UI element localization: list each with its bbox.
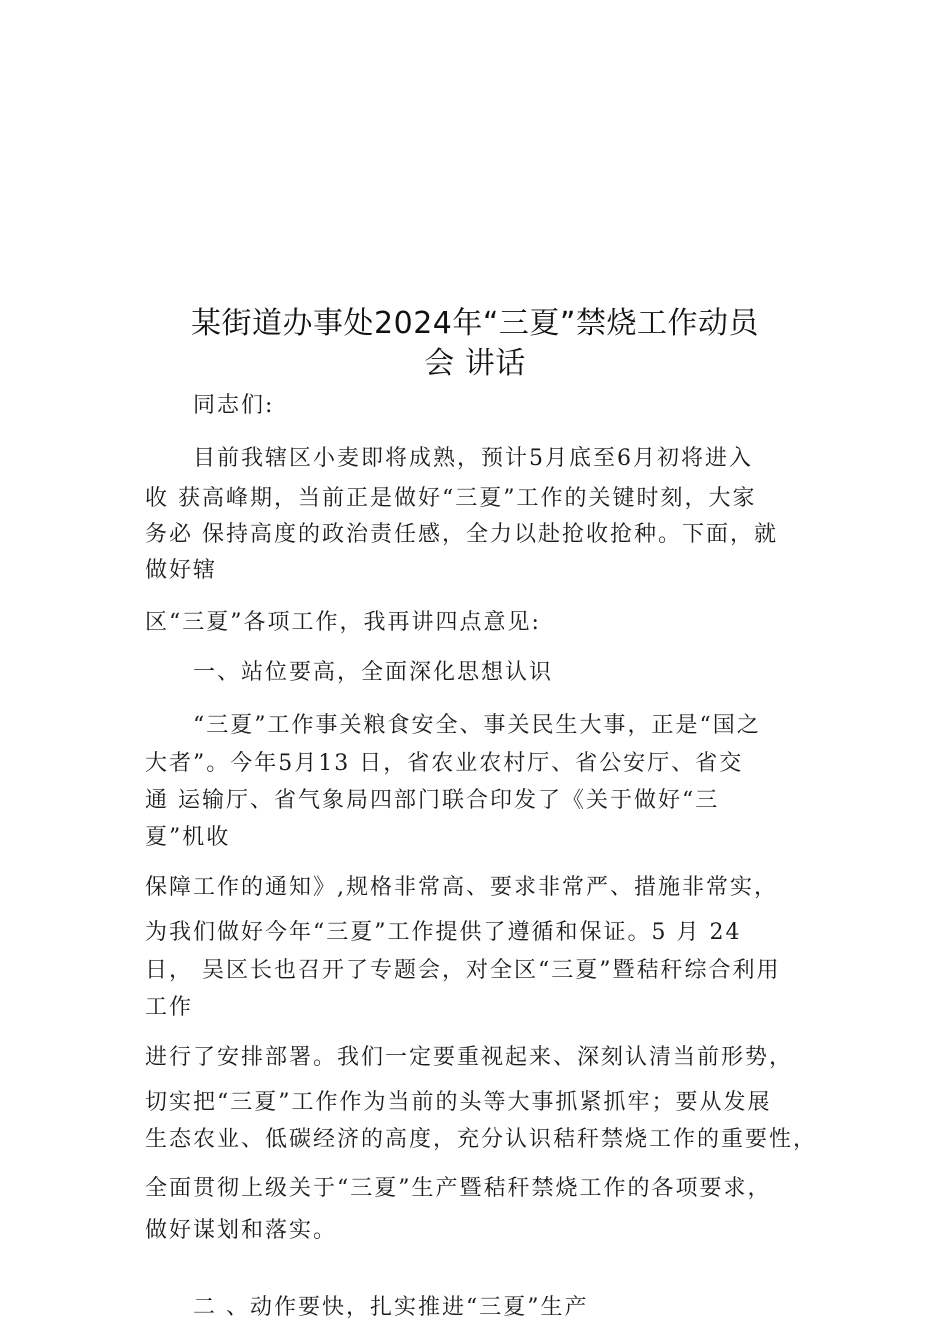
body-line: 工作 [145,995,194,1020]
body-line: 大者”。今年5月13 日，省农业农村厅、省公安厅、省交 [145,751,744,776]
body-line: 收 获高峰期，当前正是做好“三夏”工作的关键时刻，大家 [145,486,757,511]
body-line: 切实把“三夏”工作作为当前的头等大事抓紧抓牢；要从发展 [145,1090,772,1115]
body-line: 日， 吴区长也召开了专题会，对全区“三夏”暨秸秆综合利用 [145,958,781,983]
body-line: 做好辖 [145,558,218,583]
body-line: 保障工作的通知》,规格非常高、要求非常严、措施非常实， [145,875,778,900]
body-line: 目前我辖区小麦即将成熟，预计5月底至6月初将进入 [193,446,753,471]
body-line: 进行了安排部署。我们一定要重视起来、深刻认清当前形势， [145,1045,794,1070]
section-heading-1: 一、站位要高，全面深化思想认识 [193,660,554,685]
body-line: 做好谋划和落实。 [145,1218,338,1243]
salutation: 同志们: [193,393,275,418]
document-title-line1: 某街道办事处2024年“三夏”禁烧工作动员 [191,306,759,341]
body-line: 为我们做好今年“三夏”工作提供了遵循和保证。5 月 24 [145,920,742,945]
body-line: 全面贯彻上级关于“三夏”生产暨秸秆禁烧工作的各项要求， [145,1176,772,1201]
body-line: “三夏”工作事关粮食安全、事关民生大事，正是“国之 [193,713,761,738]
body-line: 务必 保持高度的政治责任感，全力以赴抢收抢种。下面，就 [145,522,778,547]
body-line: 生态农业、低碳经济的高度，充分认识秸秆禁烧工作的重要性， [145,1127,818,1152]
section-heading-2: 二 、动作要快，扎实推进“三夏”生产 [193,1295,589,1320]
document-title-line2: 会 讲话 [424,346,526,381]
body-line: 夏”机收 [145,825,231,850]
body-line: 区“三夏”各项工作，我再讲四点意见: [145,610,541,635]
body-line: 通 运输厅、省气象局四部门联合印发了《关于做好“三 [145,788,720,813]
